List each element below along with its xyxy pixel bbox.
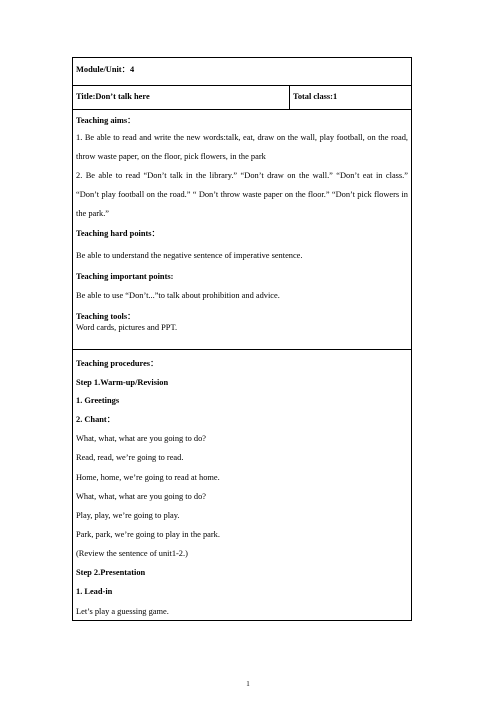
step1-heading: Step 1.Warm-up/Revision [76, 378, 169, 387]
chant-line: What, what, what are you going to do? [76, 434, 207, 443]
hard-points-heading: Teaching hard points： [76, 229, 160, 238]
chant-review-note: (Review the sentence of unit1-2.) [76, 549, 188, 558]
greetings-item: 1. Greetings [76, 396, 120, 405]
chant-item: 2. Chant： [76, 415, 116, 424]
module-row [73, 58, 411, 86]
aims-item-2: 2. Be able to read “Don’t talk in the library.” “Don’t draw on the wall.” “Don’t eat in class.” “Don’t play football on the road.” “ Don’t throw waste paper on the floor.” “Don’t pick flowers in the park.” [76, 171, 408, 218]
chant-line: What, what, what are you going to do? [76, 492, 207, 501]
chant-line: Home, home, we’re going to read at home. [76, 473, 220, 482]
module-unit-label: Module/Unit：4 [76, 65, 135, 74]
procedures-heading: Teaching procedures： [76, 359, 159, 368]
lesson-title: Title:Don’t talk here [76, 92, 150, 101]
important-points-heading: Teaching important points: [76, 272, 174, 281]
tools-text: Word cards, pictures and PPT. [76, 323, 178, 332]
guessing-game-text: Let’s play a guessing game. [76, 607, 169, 616]
hard-points-text: Be able to understand the negative sentence of imperative sentence. [76, 251, 303, 260]
chant-line: Park, park, we’re going to play in the park. [76, 530, 220, 539]
lesson-plan-table [72, 57, 412, 621]
aims-item-1: 1. Be able to read and write the new words:talk, eat, draw on the wall, play football, on the road, throw waste paper, on the floor, pick flowers, in the park [76, 133, 408, 161]
chant-line: Read, read, we’re going to read. [76, 453, 184, 462]
procedures-section [73, 350, 411, 620]
total-class: Total class:1 [293, 92, 338, 101]
aims-heading: Teaching aims： [76, 116, 136, 125]
step2-heading: Step 2.Presentation [76, 568, 146, 577]
title-row [73, 86, 411, 110]
page-number: 1 [246, 680, 250, 688]
chant-line: Play, play, we’re going to play. [76, 511, 180, 520]
aims-section [73, 110, 411, 350]
important-points-text: Be able to use “Don’t...”to talk about prohibition and advice. [76, 291, 280, 300]
tools-heading: Teaching tools： [76, 312, 136, 321]
lead-in-item: 1. Lead-in [76, 587, 113, 596]
